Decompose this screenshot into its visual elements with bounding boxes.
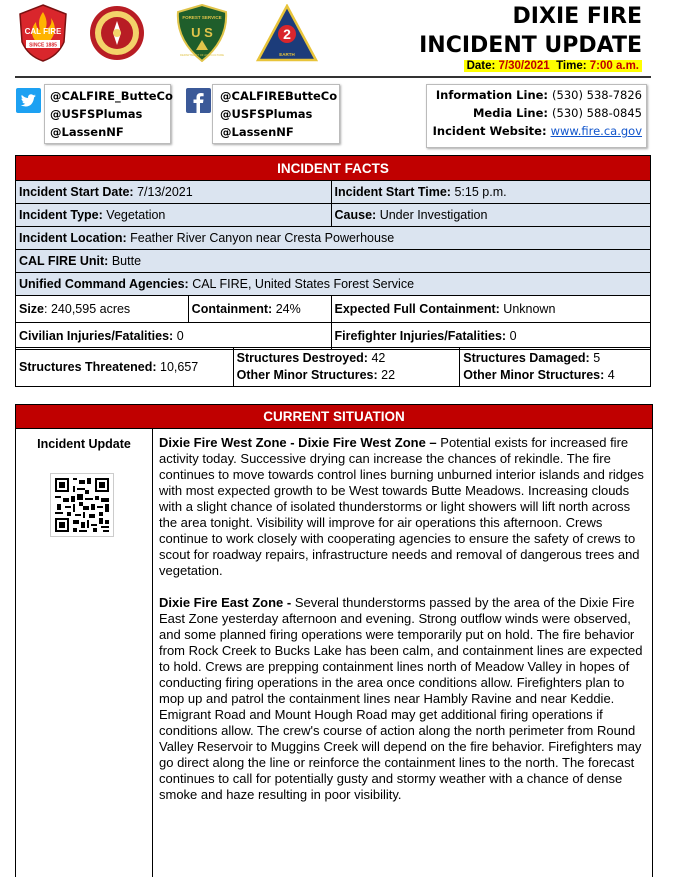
- incident-facts-heading: INCIDENT FACTS: [16, 156, 651, 181]
- twitter-handles: [50, 87, 173, 141]
- west-zone-paragraph: [159, 435, 646, 579]
- incident-type-cell: Incident Type: Vegetation: [16, 204, 332, 227]
- info-line-value: (530) 538-7826: [552, 88, 642, 102]
- usfs-logo-text: U S: [191, 25, 213, 40]
- firefighter-injuries-cell: Firefighter Injuries/Fatalities: 0: [331, 323, 650, 350]
- containment-cell: Containment: 24%: [188, 296, 331, 323]
- usfs-logo-top: FOREST SERVICE: [182, 15, 222, 20]
- website-label: Incident Website:: [432, 124, 547, 138]
- imt2-logo-text: EARTH: [279, 52, 295, 57]
- situation-text: [159, 435, 646, 819]
- cause-cell: Cause: Under Investigation: [331, 204, 650, 227]
- facebook-handle[interactable]: @CALFIREButteCo: [220, 89, 338, 103]
- civilian-injuries-cell: Civilian Injuries/Fatalities: 0: [16, 323, 332, 350]
- time-value: 7:00 a.m.: [589, 60, 639, 72]
- website-link[interactable]: www.fire.ca.gov: [550, 124, 642, 138]
- time-label: Time:: [556, 60, 587, 72]
- facebook-handle[interactable]: @LassenNF: [220, 125, 294, 139]
- east-zone-text: Several thunderstorms passed by the area of the Dixie Fire East Zone yesterday afternoon and evening. Strong outflow winds were observed, and some planned firing operations were temporarily put on hold. The fire behavior from Rock Creek to Bucks Lake has been calm, and containment lines are expected to hold. Crews are prepping containment lines north of Meadow Valley in hopes of conducting firing operations in the area once conditions allow. Firefighters plan to mop up and patrol the containment lines near Hambly Ravine and near Keddie. Emigrant Road and Mount Hough Road may get additional firing operations if conditions allow. The crew's course of action along the north perimeter from Round Valley Reservoir to Muggins Creek will depend on the fire behavior. Firefighters may go direct along the line or reinforce the containment lines to the north. The forecast continues to call for potentially gusty and stormy weather with a chance of dense smoke and haze resulting in poor visibility.: [159, 595, 643, 802]
- current-situation-section: [15, 404, 653, 877]
- structures-table: [15, 347, 651, 387]
- page-title: [419, 2, 642, 60]
- imt2-triangle-logo: [256, 4, 318, 67]
- start-date-cell: Incident Start Date: 7/13/2021: [16, 181, 332, 204]
- title-line-2: INCIDENT UPDATE: [419, 33, 642, 58]
- date-time-line: [464, 60, 642, 72]
- media-line-label: Media Line:: [472, 106, 549, 120]
- twitter-handle[interactable]: @USFSPlumas: [50, 107, 143, 121]
- header-divider: [15, 76, 651, 78]
- agencies-cell: Unified Command Agencies: CAL FIRE, United States Forest Service: [16, 273, 651, 296]
- west-zone-text: Potential exists for increased fire activity today. Successive drying can increase the chances of rekindle. The fire continues to move towards control lines burning unburned interior islands and ridges with most expected growth to be West towards Butte Meadows. Increasing clouds with a slight chance of isolated thunderstorms or light showers will lift north across the area tonight. Visibility will improve for air operations this afternoon. Crews continue to work closely with cooperating agencies to ensure the safety of crews to scout for roadway repairs, infrastructure needs and removal of dangerous trees and vegetation.: [159, 435, 644, 578]
- structures-damaged-cell: Structures Damaged: 5 Other Minor Structures: 4: [460, 348, 651, 387]
- west-zone-title: Dixie Fire West Zone - Dixie Fire West Zone –: [159, 435, 437, 450]
- date-value: 7/30/2021: [498, 60, 550, 72]
- info-line-label: Information Line:: [435, 88, 549, 102]
- title-line-1: DIXIE FIRE: [512, 4, 642, 29]
- contact-info: [433, 86, 642, 140]
- current-situation-heading: CURRENT SITUATION: [16, 405, 652, 429]
- calfire-logo-since: SINCE 1885: [29, 42, 57, 49]
- facebook-handles: [220, 87, 337, 141]
- incident-update-column: [16, 429, 153, 877]
- structures-destroyed-cell: Structures Destroyed: 42 Other Minor Structures: 22: [233, 348, 460, 387]
- facebook-handle[interactable]: @USFSPlumas: [220, 107, 313, 121]
- size-cell: Size: 240,595 acres: [16, 296, 189, 323]
- usfs-logo-bottom: DEPARTMENT OF AGRICULTURE: [179, 53, 225, 57]
- start-time-cell: Incident Start Time: 5:15 p.m.: [331, 181, 650, 204]
- east-zone-paragraph: [159, 595, 646, 803]
- twitter-icon[interactable]: [16, 88, 41, 113]
- incident-location-cell: Incident Location: Feather River Canyon near Cresta Powerhouse: [16, 227, 651, 250]
- incident-update-label: Incident Update: [37, 437, 131, 451]
- calfire-unit-cell: CAL FIRE Unit: Butte: [16, 250, 651, 273]
- qr-code-icon[interactable]: [50, 473, 114, 537]
- media-line-value: (530) 588-0845: [552, 106, 642, 120]
- twitter-handle[interactable]: @LassenNF: [50, 125, 124, 139]
- incident-facts-table: [15, 155, 651, 350]
- imt2-logo-number: 2: [283, 26, 291, 42]
- date-label: Date:: [466, 60, 496, 72]
- twitter-handle[interactable]: @CALFIRE_ButteCo: [50, 89, 173, 103]
- full-containment-cell: Expected Full Containment: Unknown: [331, 296, 650, 323]
- usfs-shield-logo: [176, 4, 228, 67]
- east-zone-title: Dixie Fire East Zone -: [159, 595, 292, 610]
- calfire-logo: [18, 4, 68, 67]
- calfire-logo-text: CAL FIRE: [24, 27, 62, 36]
- facebook-icon[interactable]: [186, 88, 211, 113]
- unit-seal-logo: [88, 4, 146, 67]
- structures-threatened-cell: Structures Threatened: 10,657: [16, 348, 234, 387]
